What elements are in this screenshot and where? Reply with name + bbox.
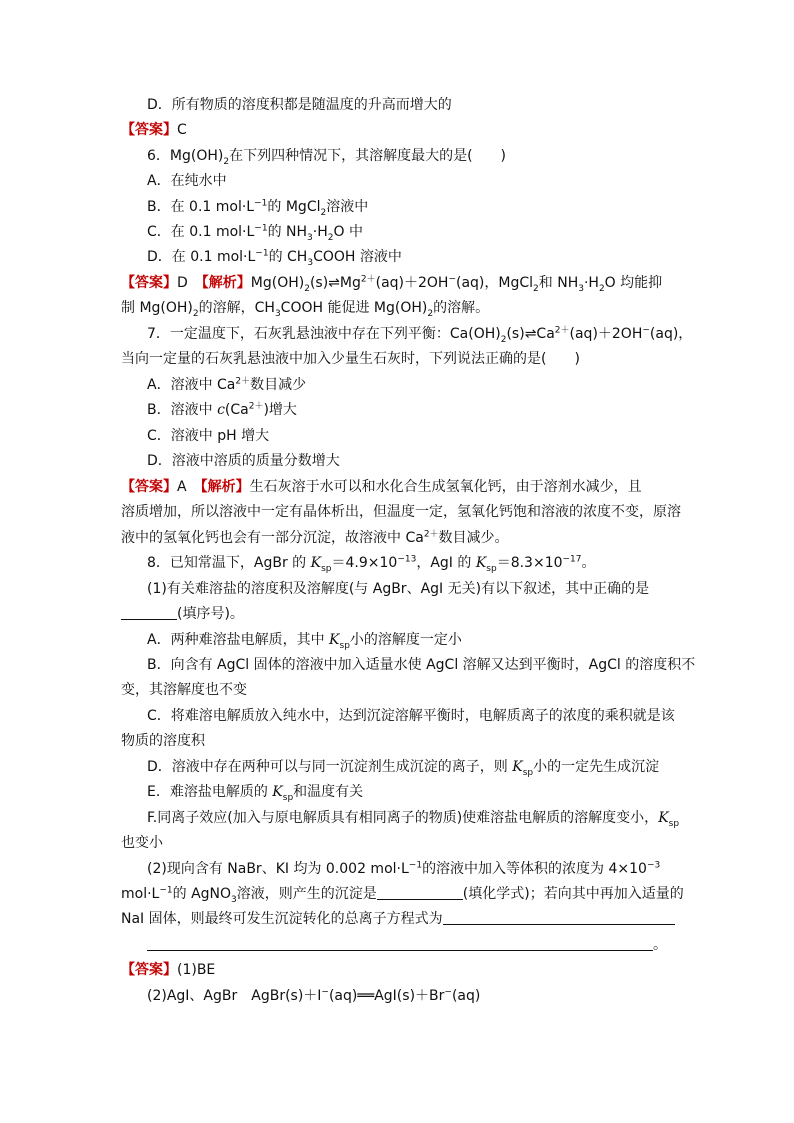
q8-part2-line2: $mol\cdot L^{-1}$的 AgNO$_3$溶液，则产生的沉淀是 (填化学式)；若向其中再加入适量的 — [121, 885, 684, 905]
q5-option-d: D．所有物质的溶度积都是随温度的升高而增大的 — [147, 97, 452, 113]
answer-blank[interactable] — [121, 605, 177, 620]
answer-blank[interactable] — [377, 885, 463, 900]
q8-option-f-line2: 也变小 — [121, 835, 163, 851]
answer-blank[interactable] — [443, 910, 675, 925]
q8-option-b-line2: 变，其溶解度也不变 — [121, 682, 247, 698]
q8-answer: 【答案】(1)BE — [121, 962, 216, 978]
q7-answer-analysis: 【答案】A 【解析】生石灰溶于水可以和水化合生成氢氧化钙，由于溶剂水减少，且 — [121, 479, 642, 495]
q6-analysis-line2: 制 $Mg(OH)_2$的溶解，$CH_3COOH$ 能促进 $Mg(OH)_2$的溶解。 — [121, 300, 490, 319]
q8-stem: 8．已知常温下，AgBr 的 $K_{sp}=4.9\times 10^{-13}$，AgI 的 $K_{sp}=8.3\times 10^{-17}$。 — [147, 554, 596, 574]
q8-option-d: D．溶液中存在两种可以与同一沉淀剂生成沉淀的离子，则 $K_{sp}$小的一定先生成沉淀 — [147, 759, 660, 778]
q8-option-e: E．难溶盐电解质的 $K_{sp}$和温度有关 — [147, 784, 364, 803]
q8-option-c-line2: 物质的溶度积 — [121, 733, 205, 749]
q7-option-a: A．溶液中 $Ca^{2+}$数目减少 — [147, 376, 307, 393]
q8-answer-line2: (2)AgI、AgBr AgBr(s)＋I−(aq)══AgI(s)＋Br−(aq) — [147, 987, 481, 1004]
q8-part2-line3: NaI 固体，则最终可发生沉淀转化的总离子方程式为 — [121, 910, 675, 928]
q8-part1-line1: (1)有关难溶盐的溶度积及溶解度(与 AgBr、AgI 无关)有以下叙述，其中正确的是 — [147, 581, 650, 597]
q8-part1-line2: (填序号)。 — [121, 605, 244, 623]
q6-option-d: D．在 0.1 $mol\cdot L^{-1}$的 $CH_3COOH$ 溶液中 — [147, 248, 402, 268]
q6-option-b: B．在 0.1 $mol\cdot L^{-1}$的 MgCl$_2$溶液中 — [147, 198, 369, 218]
q6-answer-analysis: 【答案】D 【解析】$Mg(OH)_2(s)\rightleftharpoons Mg^{2+}(aq)+2OH^-(aq)$，MgCl$_2$和 $NH_3\cdot H_2O$ 均能抑 — [121, 274, 663, 294]
q8-part2-line4: 。 — [147, 936, 667, 954]
q5-answer: 【答案】C — [121, 122, 187, 138]
q8-option-b-line1: B．向含有 AgCl 固体的溶液中加入适量水使 AgCl 溶解又达到平衡时，AgCl 的溶度积不 — [147, 657, 696, 673]
q8-option-f-line1: F.同离子效应(加入与原电解质具有相同离子的物质)使难溶盐电解质的溶解度变小，$K_{sp}$ — [147, 810, 680, 829]
answer-blank[interactable] — [147, 936, 653, 951]
q7-stem-line1: 7．一定温度下，石灰乳悬浊液中存在下列平衡：$Ca(OH)_2(s)\rightleftharpoons Ca^{2+}(aq)+2OH^-(aq)$， — [147, 325, 693, 345]
q7-option-b: B．溶液中 $c(Ca^{2+})$增大 — [147, 401, 297, 418]
q8-option-a: A．两种难溶盐电解质，其中 $K_{sp}$小的溶解度一定小 — [147, 632, 462, 651]
q7-analysis-line2: 溶质增加，所以溶液中一定有晶体析出，但温度一定，氢氧化钙饱和溶液的浓度不变，原溶 — [121, 504, 681, 520]
q6-option-a: A．在纯水中 — [147, 173, 227, 189]
q8-part2-line1: (2)现向含有 NaBr、KI 均为 0.002 $mol\cdot L^{-1}$的溶液中加入等体积的浓度为 $4\times 10^{-3}$ — [147, 860, 661, 877]
q7-stem-line2: 当向一定量的石灰乳悬浊液中加入少量生石灰时，下列说法正确的是( ) — [121, 351, 580, 367]
q7-analysis-line3: 液中的氢氧化钙也会有一部分沉淀，故溶液中 $Ca^{2+}$数目减少。 — [121, 529, 509, 546]
q6-option-c: C．在 0.1 $mol\cdot L^{-1}$的 $NH_3\cdot H_2O$ 中 — [147, 223, 363, 243]
q7-option-c: C．溶液中 pH 增大 — [147, 428, 270, 444]
q8-option-c-line1: C．将难溶电解质放入纯水中，达到沉淀溶解平衡时，电解质离子的浓度的乘积就是该 — [147, 708, 675, 724]
q6-stem: 6．$Mg(OH)_2$在下列四种情况下，其溶解度最大的是( ) — [147, 148, 507, 167]
q7-option-d: D．溶液中溶质的质量分数增大 — [147, 453, 340, 469]
